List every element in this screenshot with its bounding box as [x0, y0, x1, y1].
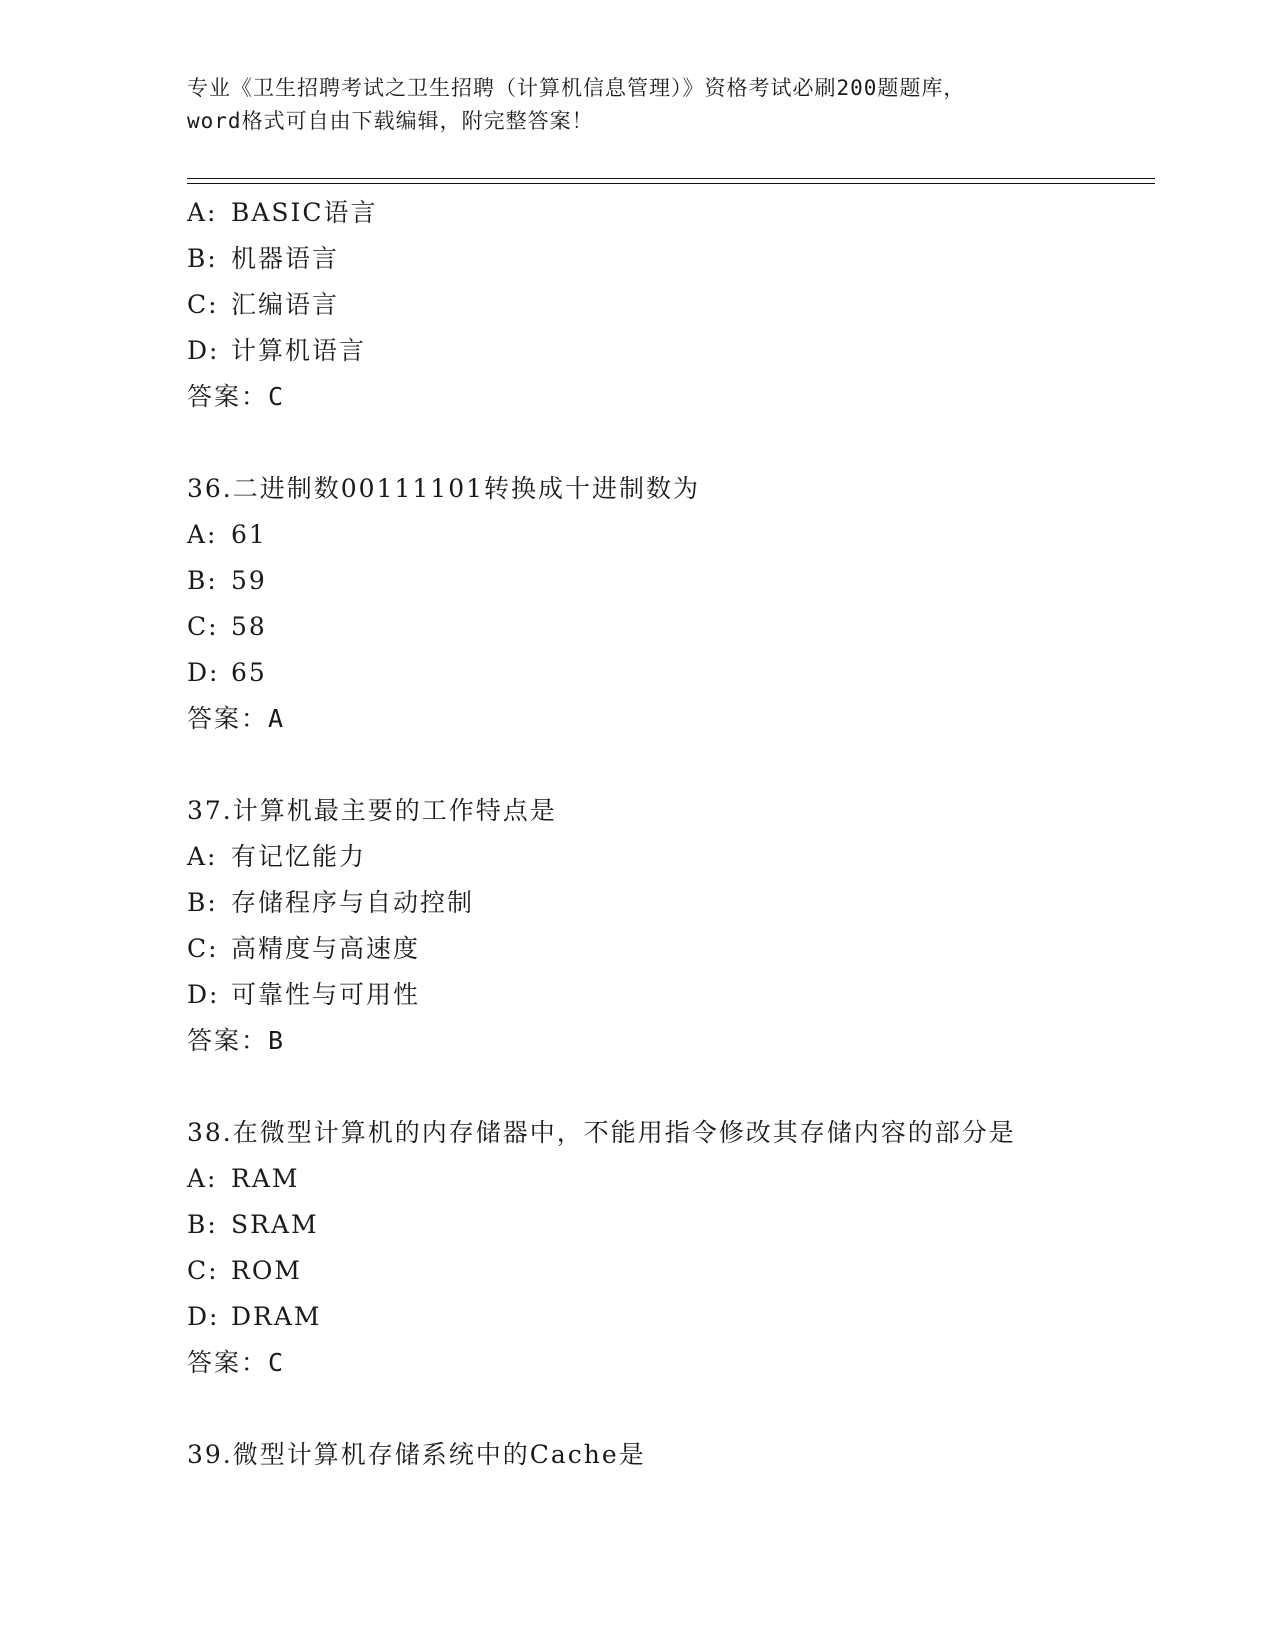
option-a — [187, 1156, 1155, 1202]
answer-line: 答案：C — [187, 382, 286, 411]
option-letter: C: — [187, 290, 219, 319]
option-letter: B: — [187, 888, 218, 917]
option-letter: D: — [187, 980, 220, 1009]
option-b — [187, 558, 1155, 604]
option-text: SRAM — [231, 1210, 319, 1239]
option-text: 计算机语言 — [231, 336, 367, 365]
option-letter: D: — [187, 336, 220, 365]
option-letter: C: — [187, 612, 219, 641]
question-title: 37.计算机最主要的工作特点是 — [187, 796, 557, 825]
question-title: 36.二进制数00111101转换成十进制数为 — [187, 474, 701, 503]
option-text: 65 — [231, 658, 267, 687]
question-title: 39.微型计算机存储系统中的Cache是 — [187, 1440, 646, 1469]
option-c — [187, 1248, 1155, 1294]
option-text: 机器语言 — [231, 244, 340, 273]
option-letter: A: — [187, 1164, 218, 1193]
option-text: DRAM — [231, 1302, 322, 1331]
header-line-1: 专业《卫生招聘考试之卫生招聘（计算机信息管理）》资格考试必刷200题题库， — [187, 76, 966, 100]
option-text: 59 — [231, 566, 267, 595]
option-text: 存储程序与自动控制 — [231, 888, 475, 917]
option-c — [187, 604, 1155, 650]
question-title: 38.在微型计算机的内存储器中，不能用指令修改其存储内容的部分是 — [187, 1118, 1016, 1147]
option-letter: A: — [187, 520, 218, 549]
option-text: RAM — [231, 1164, 300, 1193]
option-a — [187, 512, 1155, 558]
option-d — [187, 650, 1155, 696]
option-text: 有记忆能力 — [231, 842, 367, 871]
option-d — [187, 1294, 1155, 1340]
option-b — [187, 880, 1155, 926]
question-content — [187, 190, 1155, 1478]
option-a — [187, 834, 1155, 880]
option-text: 58 — [231, 612, 267, 641]
option-b — [187, 1202, 1155, 1248]
option-c — [187, 926, 1155, 972]
option-letter: B: — [187, 566, 218, 595]
option-text: 可靠性与可用性 — [231, 980, 421, 1009]
answer-line: 答案：B — [187, 1026, 286, 1055]
option-text: BASIC语言 — [231, 198, 378, 227]
header-divider-bottom — [187, 183, 1155, 184]
option-d — [187, 328, 1155, 374]
answer-line: 答案：A — [187, 704, 286, 733]
option-d — [187, 972, 1155, 1018]
option-text: 汇编语言 — [231, 290, 340, 319]
spacer — [187, 1386, 1155, 1432]
option-letter: A: — [187, 198, 218, 227]
option-letter: C: — [187, 1256, 219, 1285]
header-line-2: word格式可自由下载编辑，附完整答案！ — [187, 109, 594, 133]
spacer — [187, 742, 1155, 788]
option-letter: A: — [187, 842, 218, 871]
option-text: 61 — [231, 520, 267, 549]
spacer — [187, 420, 1155, 466]
answer-line: 答案：C — [187, 1348, 286, 1377]
option-c — [187, 282, 1155, 328]
option-text: 高精度与高速度 — [231, 934, 421, 963]
document-header — [187, 72, 1087, 138]
header-divider-top — [187, 178, 1155, 179]
option-letter: B: — [187, 1210, 218, 1239]
option-letter: D: — [187, 658, 220, 687]
option-letter: C: — [187, 934, 219, 963]
spacer — [187, 1064, 1155, 1110]
option-letter: B: — [187, 244, 218, 273]
option-text: ROM — [231, 1256, 302, 1285]
option-letter: D: — [187, 1302, 220, 1331]
option-a — [187, 190, 1155, 236]
option-b — [187, 236, 1155, 282]
